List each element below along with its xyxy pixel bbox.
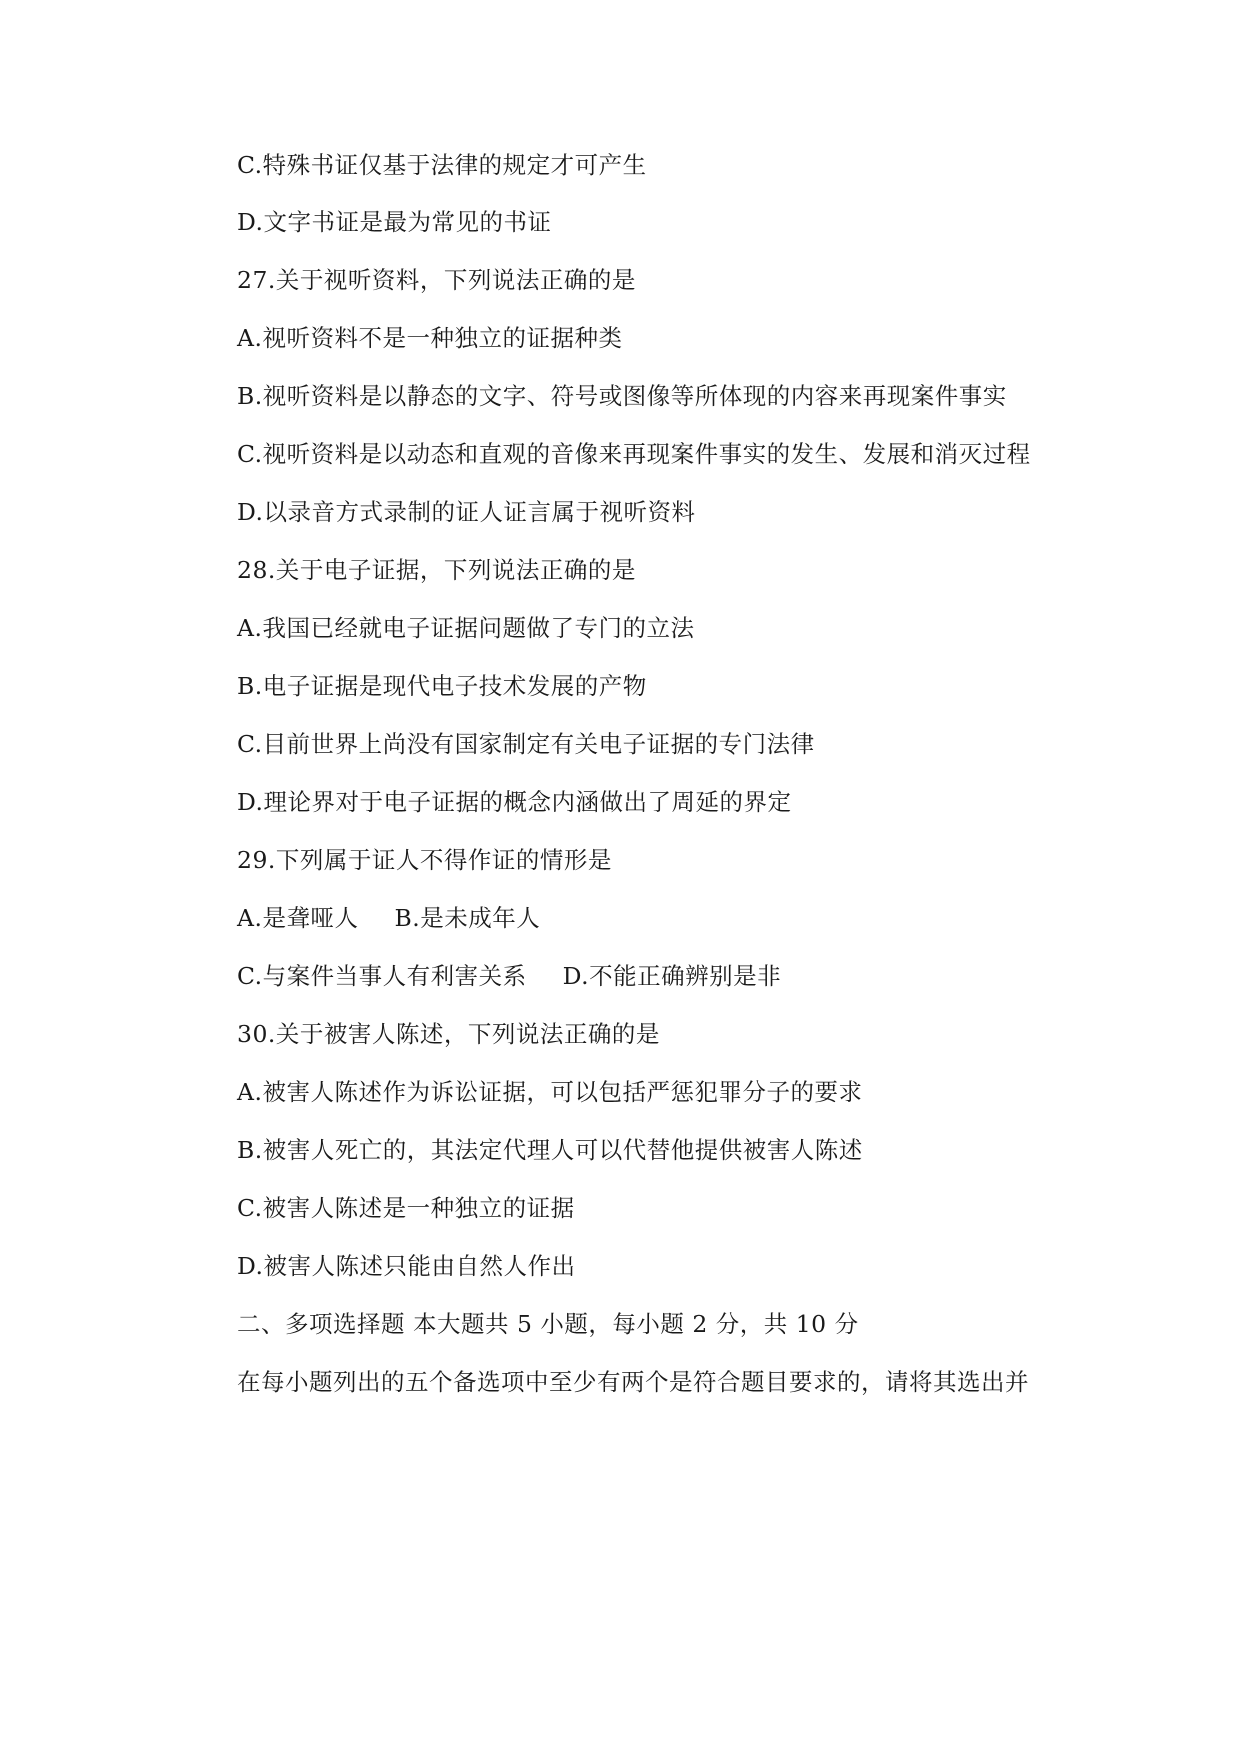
- q28-option-a: A.我国已经就电子证据问题做了专门的立法: [237, 614, 695, 642]
- q29-option-c: C.与案件当事人有利害关系: [237, 962, 527, 990]
- q29-stem: 29.下列属于证人不得作证的情形是: [237, 846, 612, 874]
- q30-option-d: D.被害人陈述只能由自然人作出: [237, 1252, 576, 1280]
- q27-option-b: B.视听资料是以静态的文字、符号或图像等所体现的内容来再现案件事实: [237, 382, 1007, 410]
- section-heading-multiple-choice: 二、多项选择题 本大题共 5 小题，每小题 2 分，共 10 分: [237, 1310, 859, 1338]
- q28-stem: 28.关于电子证据，下列说法正确的是: [237, 556, 636, 584]
- q27-stem: 27.关于视听资料，下列说法正确的是: [237, 266, 636, 294]
- q29-option-a: A.是聋哑人: [237, 904, 359, 932]
- q30-option-a: A.被害人陈述作为诉讼证据，可以包括严惩犯罪分子的要求: [237, 1078, 863, 1106]
- q29-options-cd: [237, 961, 1137, 991]
- q30-stem: 30.关于被害人陈述，下列说法正确的是: [237, 1020, 660, 1048]
- q26-option-c: C.特殊书证仅基于法律的规定才可产生: [237, 151, 647, 179]
- section-instructions: 在每小题列出的五个备选项中至少有两个是符合题目要求的，请将其选出并: [237, 1368, 1029, 1396]
- q27-option-a: A.视听资料不是一种独立的证据种类: [237, 324, 623, 352]
- q29-option-d: D.不能正确辨别是非: [562, 962, 782, 990]
- q27-option-c: C.视听资料是以动态和直观的音像来再现案件事实的发生、发展和消灭过程: [237, 440, 1031, 468]
- q27-option-d: D.以录音方式录制的证人证言属于视听资料: [237, 498, 696, 526]
- q30-option-c: C.被害人陈述是一种独立的证据: [237, 1194, 575, 1222]
- q30-option-b: B.被害人死亡的，其法定代理人可以代替他提供被害人陈述: [237, 1136, 863, 1164]
- q28-option-d: D.理论界对于电子证据的概念内涵做出了周延的界定: [237, 788, 792, 816]
- q29-options-ab: [237, 903, 1137, 933]
- q26-option-d: D.文字书证是最为常见的书证: [237, 208, 552, 236]
- q28-option-b: B.电子证据是现代电子技术发展的产物: [237, 672, 647, 700]
- q28-option-c: C.目前世界上尚没有国家制定有关电子证据的专门法律: [237, 730, 815, 758]
- q29-option-b: B.是未成年人: [394, 904, 541, 932]
